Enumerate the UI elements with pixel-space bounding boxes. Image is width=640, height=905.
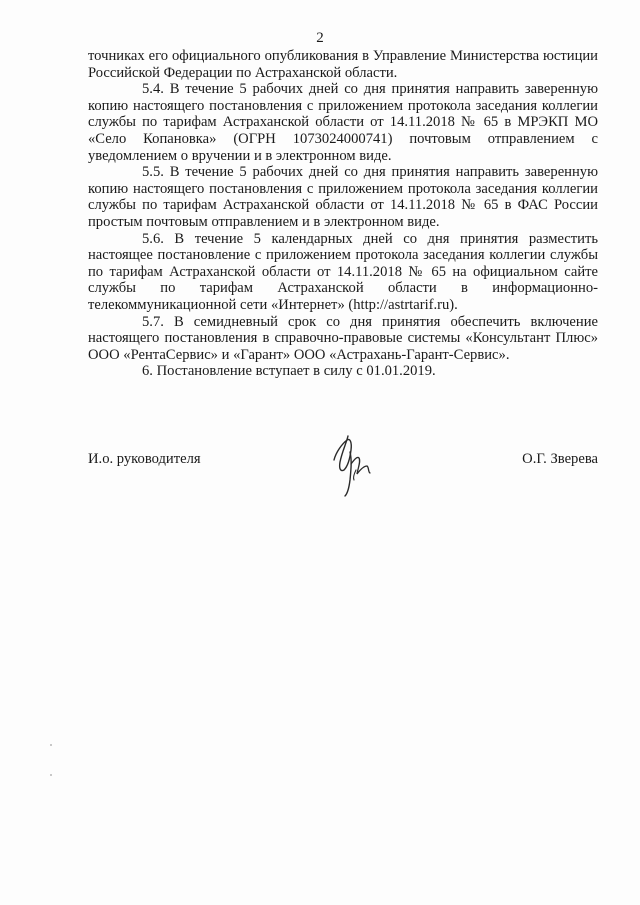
paragraph-5-5: 5.5. В течение 5 рабочих дней со дня принятия направить заверенную копию настоящего постановления с приложением протокола заседания коллегии службы по тарифам Астраханской области от 14.11.2018 № 65 в ФАС России простым почтовым отправлением и в электронном виде. — [88, 164, 598, 230]
handwritten-signature-icon — [320, 430, 380, 500]
signatory-name: О.Г. Зверева — [522, 451, 598, 467]
scan-speck — [50, 744, 52, 746]
paragraph-5-7: 5.7. В семидневный срок со дня принятия обеспечить включение настоящего постановления в справочно-правовые системы «Консультант Плюс» ООО «РентаСервис» и «Гарант» ООО «Астрахань-Гарант-Сервис». — [88, 313, 598, 363]
signature-block — [88, 440, 598, 500]
paragraph-5-4: 5.4. В течение 5 рабочих дней со дня принятия направить заверенную копию настоящего постановления с приложением протокола заседания коллегии службы по тарифам Астраханской области от 14.11.2018 № 65 в МРЭКП МО «Село Копановка» (ОГРН 1073024000741) почтовым отправлением с уведомлением о вручении и в электронном виде. — [88, 81, 598, 164]
paragraph-5-6: 5.6. В течение 5 календарных дней со дня принятия разместить настоящее постановление с приложением протокола заседания коллегии службы по тарифам Астраханской области от 14.11.2018 № 65 на официальном сайте службы по тарифам Астраханской области в информационно-телекоммуникационной сети «Интернет» (http://astrtarif.ru). — [88, 230, 598, 313]
paragraph-6: 6. Постановление вступает в силу с 01.01.2019. — [142, 363, 436, 380]
signatory-position: И.о. руководителя — [88, 451, 201, 467]
page-number: 2 — [316, 30, 324, 46]
paragraph-continuation: точниках его официального опубликования в Управление Министерства юстиции Российской Федерации по Астраханской области. — [88, 48, 598, 81]
document-body — [88, 48, 598, 380]
scan-speck — [50, 774, 52, 776]
